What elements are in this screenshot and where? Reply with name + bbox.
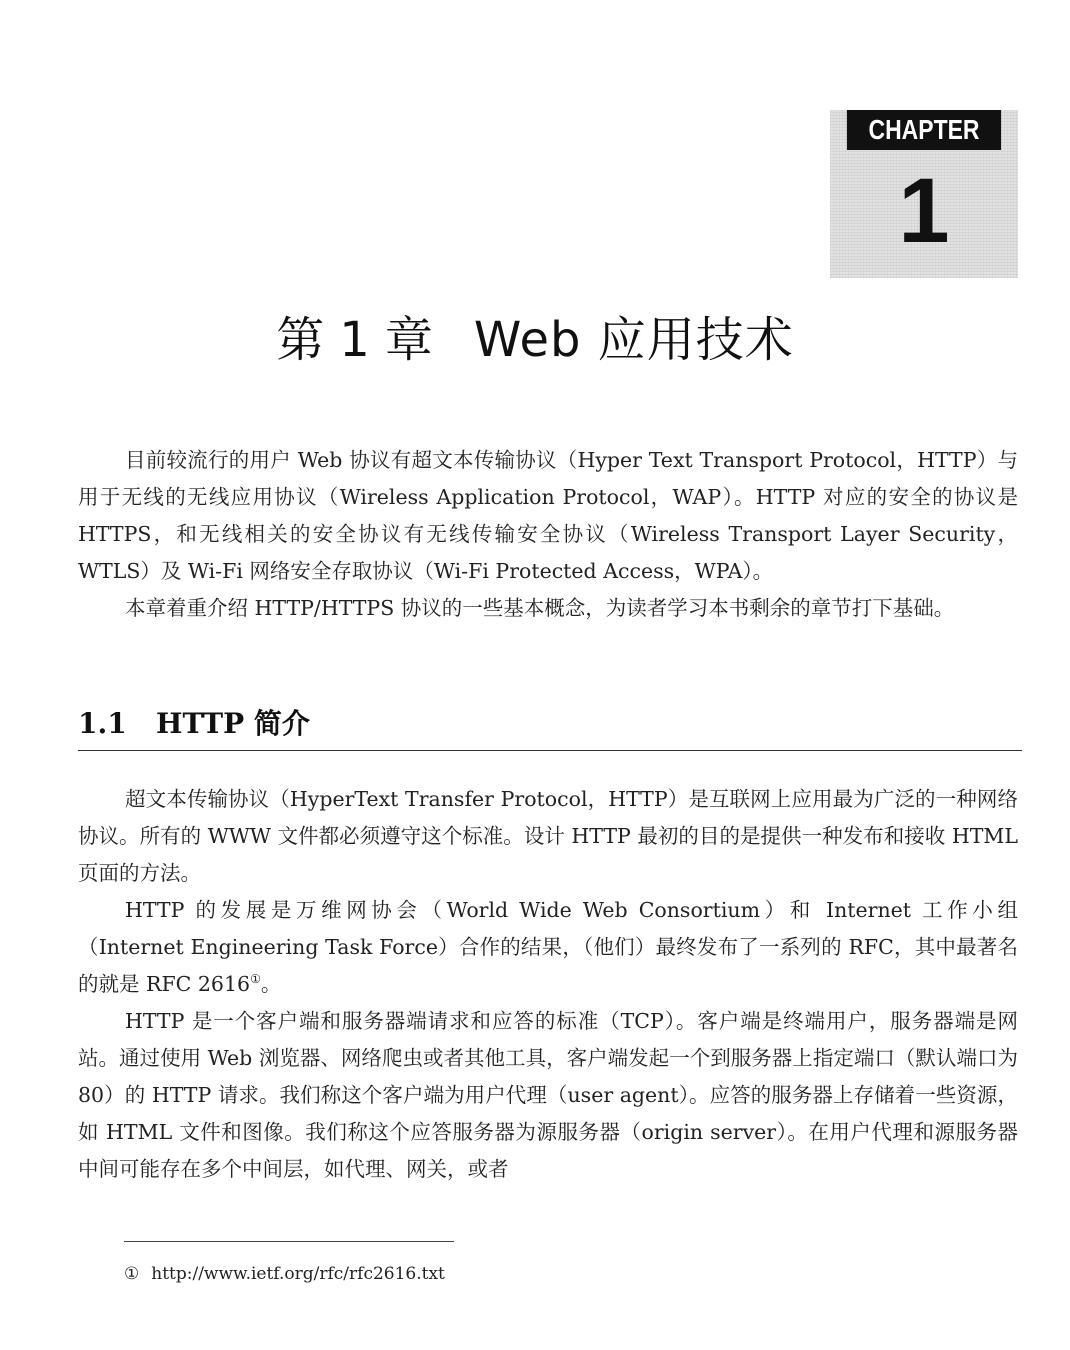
chapter-badge: [830, 110, 1018, 278]
chapter-badge-label: CHAPTER: [847, 110, 1001, 150]
body-paragraph-text-end: 。: [260, 972, 282, 996]
chapter-title-number: 1: [339, 312, 371, 368]
body-paragraph: [78, 892, 1018, 1003]
footnote: [124, 1262, 445, 1286]
body-paragraph: 超文本传输协议（HyperText Transfer Protocol，HTTP）是互联网上应用最为广泛的一种网络协议。所有的 WWW 文件都必须遵守这个标准。设计 HTTP 最初的目的是提供一种发布和接收 HTML 页面的方法。: [78, 787, 1018, 885]
chapter-title-name: Web 应用技术: [473, 312, 794, 368]
chapter-badge-number: 1: [898, 160, 950, 262]
section-title: HTTP 简介: [156, 707, 310, 740]
section-heading: [78, 700, 1022, 751]
section-number: 1.1: [78, 707, 127, 740]
body-paragraph-text: HTTP 的发展是万维网协会（World Wide Web Consortium）和 Internet 工作小组（Internet Engineering Task Force）合作的结果，（他们）最终发布了一系列的 RFC，其中最著名的就是 RFC 2616: [78, 898, 1018, 996]
section-body: [78, 781, 1018, 1188]
footnote-divider: [124, 1241, 454, 1242]
chapter-title-suffix: 章: [384, 312, 434, 368]
chapter-title-prefix: 第: [276, 312, 326, 368]
intro-paragraph: 目前较流行的用户 Web 协议有超文本传输协议（Hyper Text Transport Protocol，HTTP）与用于无线的无线应用协议（Wireless Application Protocol，WAP）。HTTP 对应的安全的协议是 HTTPS，和无线相关的安全协议有无线传输安全协议（Wireless Transport Layer Security，WTLS）及 Wi-Fi 网络安全存取协议（Wi-Fi Protected Access，WPA）。: [78, 448, 1018, 583]
footnote-link[interactable]: http://www.ietf.org/rfc/rfc2616.txt: [151, 1264, 445, 1284]
chapter-title: [0, 308, 1070, 372]
footnote-reference[interactable]: ①: [250, 972, 261, 987]
intro-paragraph: 本章着重介绍 HTTP/HTTPS 协议的一些基本概念，为读者学习本书剩余的章节打下基础。: [125, 596, 955, 620]
intro-text: [78, 442, 1018, 627]
footnote-mark: ①: [124, 1264, 140, 1284]
body-paragraph: HTTP 是一个客户端和服务器端请求和应答的标准（TCP）。客户端是终端用户，服务器端是网站。通过使用 Web 浏览器、网络爬虫或者其他工具，客户端发起一个到服务器上指定端口（默认端口为 80）的 HTTP 请求。我们称这个客户端为用户代理（user agent）。应答的服务器上存储着一些资源，如 HTML 文件和图像。我们称这个应答服务器为源服务器（origin server）。在用户代理和源服务器中间可能存在多个中间层，如代理、网关，或者: [78, 1009, 1018, 1181]
